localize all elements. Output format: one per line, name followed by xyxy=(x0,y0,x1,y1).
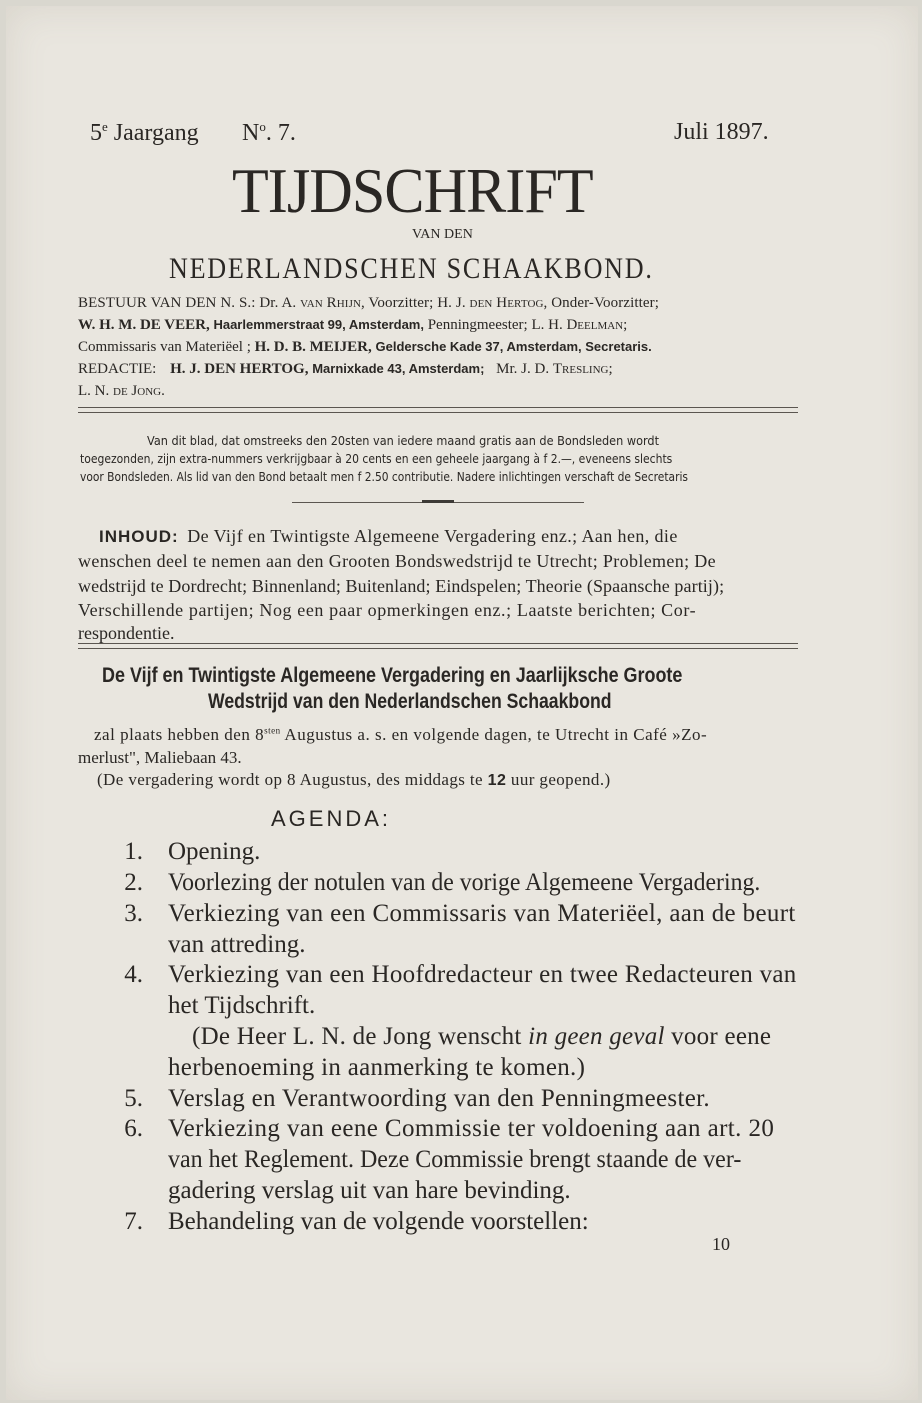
issue-date: Juli 1897. xyxy=(674,119,769,145)
bestuur-line-1: BESTUUR VAN DEN N. S.: Dr. A. van Rhijn, Voorzitter; H. J. den Hertog, Onder-Voorzitter; xyxy=(78,295,660,311)
inhoud-line-5: respondentie. xyxy=(78,623,175,643)
agenda-number: 3. xyxy=(124,900,143,927)
notice-line-3: voor Bondsleden. Als lid van den Bond betaalt men f 2.50 contributie. Nadere inlichtingen verschaft de Secretaris xyxy=(80,470,689,484)
bestuur-line-2: W. H. M. DE VEER, Haarlemmerstraat 99, Amsterdam, Penningmeester; L. H. Deelman; xyxy=(78,317,628,333)
inhoud-line-3: wedstrijd te Dordrecht; Binnenland; Buitenland; Eindspelen; Theorie (Spaansche partij); xyxy=(78,576,725,596)
agenda-item-text: Verkiezing van een Hoofdredacteur en twee Redacteuren van xyxy=(168,961,797,988)
agenda-title: AGENDA: xyxy=(271,806,392,831)
redactie-line-1: REDACTIE: H. J. DEN HERTOG, Marnixkade 43, Amsterdam; Mr. J. D. Tresling; xyxy=(78,361,613,377)
article-para-line-2: merlust", Maliebaan 43. xyxy=(78,748,242,767)
agenda-item-text: Voorlezing der notulen van de vorige Algemeene Vergadering. xyxy=(168,869,761,896)
agenda-item-text: van attreding. xyxy=(168,931,306,958)
agenda-number: 7. xyxy=(124,1208,143,1235)
separator-rule-1 xyxy=(78,407,798,413)
agenda-note-line-2: herbenoeming in aanmerking te komen.) xyxy=(168,1054,586,1081)
agenda-item-text: Verslag en Verantwoording van den Penningmeester. xyxy=(168,1085,710,1112)
notice-line-2: toegezonden, zijn extra-nummers verkrijgbaar à 20 cents en een geheele jaargang à f 2.—, eveneens slechts xyxy=(80,452,673,466)
agenda-item-text: Behandeling van de volgende voorstellen: xyxy=(168,1208,589,1235)
agenda-item-text: Opening. xyxy=(168,838,261,865)
journal-subtitle: NEDERLANDSCHEN SCHAAKBOND. xyxy=(169,252,654,285)
page-number: 10 xyxy=(712,1234,730,1254)
article-heading-line-1: De Vijf en Twintigste Algemeene Vergadering en Jaarlijksche Groote xyxy=(102,664,683,687)
agenda-note-line-1: (De Heer L. N. de Jong wenscht in geen geval voor eene xyxy=(192,1023,772,1050)
inhoud-line-1: INHOUD: De Vijf en Twintigste Algemeene Vergadering enz.; Aan hen, die xyxy=(99,526,678,546)
article-para-line-3: (De vergadering wordt op 8 Augustus, des middags te 12 uur geopend.) xyxy=(97,770,611,789)
issue-number: $N^o$. 7. xyxy=(242,119,296,146)
agenda-number: 4. xyxy=(124,961,143,988)
agenda-number: 2. xyxy=(124,869,143,896)
short-rule-center xyxy=(422,500,454,503)
notice-line-1: Van dit blad, dat omstreeks den 20sten van iedere maand gratis aan de Bondsleden wordt xyxy=(147,434,660,448)
journal-title: TIJDSCHRIFT xyxy=(232,155,593,226)
agenda-item-text: van het Reglement. Deze Commissie brengt staande de ver- xyxy=(168,1146,742,1173)
document-page xyxy=(6,6,918,1400)
article-para-line-1: zal plaats hebben den $8^{sten}$ Augustus a. s. en volgende dagen, te Utrecht in Café »Zo- xyxy=(94,725,708,744)
agenda-item-text: Verkiezing van een Commissaris van Materiëel, aan de beurt xyxy=(168,900,796,927)
agenda-item-text: het Tijdschrift. xyxy=(168,992,316,1019)
inhoud-line-2: wenschen deel te nemen aan den Grooten Bondswedstrijd te Utrecht; Problemen; De xyxy=(78,551,716,571)
agenda-item-text: gadering verslag uit van hare bevinding. xyxy=(168,1177,571,1204)
redactie-line-2: L. N. de Jong. xyxy=(78,383,165,399)
separator-rule-2 xyxy=(78,643,798,649)
agenda-number: 1. xyxy=(124,838,143,865)
van-den-label: VAN DEN xyxy=(412,227,473,242)
article-heading-line-2: Wedstrijd van den Nederlandschen Schaakbond xyxy=(208,690,612,713)
agenda-item-text: Verkiezing van eene Commissie ter voldoening aan art. 20 xyxy=(168,1115,775,1142)
agenda-number: 5. xyxy=(124,1085,143,1112)
bestuur-line-3: Commissaris van Materiëel ; H. D. B. MEIJER, Geldersche Kade 37, Amsterdam, Secretaris. xyxy=(78,339,652,355)
inhoud-line-4: Verschillende partijen; Nog een paar opmerkingen enz.; Laatste berichten; Cor- xyxy=(78,600,697,620)
agenda-number: 6. xyxy=(124,1115,143,1142)
volume-label: 5e Jaargang xyxy=(90,119,199,146)
